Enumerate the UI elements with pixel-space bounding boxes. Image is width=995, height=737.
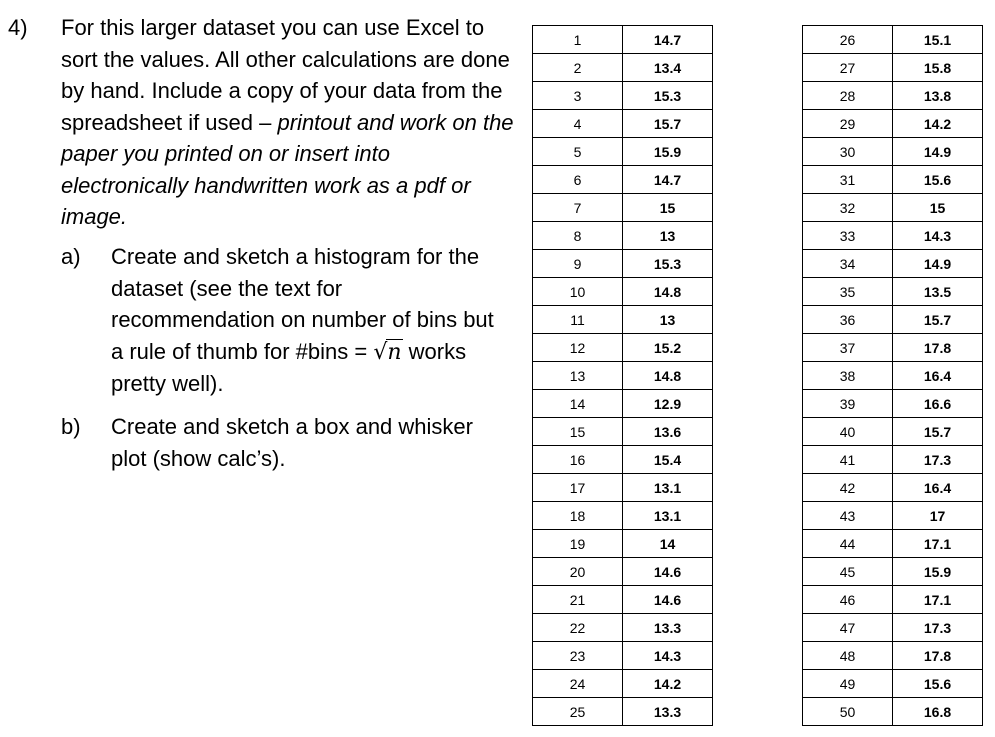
table-row xyxy=(803,82,983,110)
observation-index: 33 xyxy=(803,222,893,250)
observation-value: 14.3 xyxy=(893,222,983,250)
observation-value: 14.9 xyxy=(893,250,983,278)
observation-value: 16.8 xyxy=(893,698,983,726)
observation-value: 15.7 xyxy=(893,306,983,334)
observation-value: 14.8 xyxy=(623,278,713,306)
observation-value: 15.3 xyxy=(623,250,713,278)
observation-value: 17.3 xyxy=(893,614,983,642)
observation-index: 7 xyxy=(533,194,623,222)
observation-index: 28 xyxy=(803,82,893,110)
observation-value: 16.6 xyxy=(893,390,983,418)
part-a-text-before: Create and sketch a histogram for the dataset (see the text for recommendation on number of bins but a rule of thumb for #bins = xyxy=(111,244,494,364)
observation-value: 17.1 xyxy=(893,530,983,558)
observation-value: 15.6 xyxy=(893,166,983,194)
table-row xyxy=(803,54,983,82)
observation-index: 48 xyxy=(803,642,893,670)
observation-value: 14 xyxy=(623,530,713,558)
observation-index: 4 xyxy=(533,110,623,138)
table-row xyxy=(533,334,713,362)
observation-value: 14.8 xyxy=(623,362,713,390)
table-row xyxy=(533,26,713,54)
table-row xyxy=(803,26,983,54)
observation-index: 14 xyxy=(533,390,623,418)
table-row xyxy=(803,446,983,474)
table-row xyxy=(803,194,983,222)
observation-index: 36 xyxy=(803,306,893,334)
table-row xyxy=(533,222,713,250)
observation-index: 47 xyxy=(803,614,893,642)
table-row xyxy=(803,222,983,250)
observation-index: 12 xyxy=(533,334,623,362)
observation-index: 27 xyxy=(803,54,893,82)
observation-index: 40 xyxy=(803,418,893,446)
observation-index: 25 xyxy=(533,698,623,726)
observation-value: 16.4 xyxy=(893,362,983,390)
part-b-text: Create and sketch a box and whisker plot (show calc’s). xyxy=(111,414,473,471)
observation-index: 17 xyxy=(533,474,623,502)
table-row xyxy=(533,670,713,698)
observation-value: 14.2 xyxy=(893,110,983,138)
observation-index: 31 xyxy=(803,166,893,194)
observation-value: 14.6 xyxy=(623,586,713,614)
observation-value: 15.9 xyxy=(623,138,713,166)
table-row xyxy=(533,82,713,110)
table-row xyxy=(803,278,983,306)
part-a-text xyxy=(111,241,511,400)
observation-index: 21 xyxy=(533,586,623,614)
observation-index: 10 xyxy=(533,278,623,306)
observation-value: 13 xyxy=(623,306,713,334)
observation-index: 6 xyxy=(533,166,623,194)
observation-index: 1 xyxy=(533,26,623,54)
observation-value: 13.4 xyxy=(623,54,713,82)
table-row xyxy=(533,474,713,502)
observation-value: 13.1 xyxy=(623,474,713,502)
observation-value: 17.1 xyxy=(893,586,983,614)
observation-value: 15.2 xyxy=(623,334,713,362)
problem-intro xyxy=(61,12,521,233)
table-row xyxy=(803,418,983,446)
observation-value: 15.7 xyxy=(893,418,983,446)
observation-value: 15.9 xyxy=(893,558,983,586)
table-row xyxy=(803,362,983,390)
table-row xyxy=(533,418,713,446)
table-row xyxy=(533,250,713,278)
table-row xyxy=(803,642,983,670)
sqrt-argument: n xyxy=(387,339,402,365)
table-row xyxy=(803,502,983,530)
table-row xyxy=(803,474,983,502)
table-row xyxy=(803,614,983,642)
observation-value: 17.8 xyxy=(893,642,983,670)
table-row xyxy=(533,614,713,642)
observation-index: 22 xyxy=(533,614,623,642)
observation-index: 38 xyxy=(803,362,893,390)
table-row xyxy=(803,586,983,614)
observation-index: 43 xyxy=(803,502,893,530)
table-row xyxy=(533,586,713,614)
intro-plain-text: For this larger dataset you can use Excel to sort the values. All other calculations are done by hand. Include a copy of your data from the spreadsheet if used – xyxy=(61,15,510,135)
table-row xyxy=(803,166,983,194)
table-row xyxy=(803,530,983,558)
table-row xyxy=(803,110,983,138)
observation-value: 13.6 xyxy=(623,418,713,446)
table-row xyxy=(533,446,713,474)
observation-index: 41 xyxy=(803,446,893,474)
data-table-left xyxy=(532,25,713,726)
sqrt-symbol: √ xyxy=(373,339,388,365)
observation-value: 13 xyxy=(623,222,713,250)
observation-value: 15.3 xyxy=(623,82,713,110)
intro-italic-text: printout and work on the paper you printed on or insert into electronically handwritten work as a pdf or image. xyxy=(61,109,514,229)
data-table-right xyxy=(802,25,983,726)
observation-value: 15 xyxy=(893,194,983,222)
part-a-label: a) xyxy=(61,244,81,269)
table-row xyxy=(803,698,983,726)
table-row xyxy=(533,54,713,82)
table-row xyxy=(803,334,983,362)
observation-index: 23 xyxy=(533,642,623,670)
observation-value: 13.8 xyxy=(893,82,983,110)
table-row xyxy=(533,166,713,194)
observation-index: 8 xyxy=(533,222,623,250)
table-row xyxy=(803,306,983,334)
observation-value: 14.7 xyxy=(623,166,713,194)
observation-index: 3 xyxy=(533,82,623,110)
table-row xyxy=(533,194,713,222)
observation-index: 30 xyxy=(803,138,893,166)
observation-value: 14.3 xyxy=(623,642,713,670)
table-row xyxy=(533,110,713,138)
part-a-text-after: works pretty well). xyxy=(111,338,467,396)
observation-value: 15.4 xyxy=(623,446,713,474)
observation-value: 13.1 xyxy=(623,502,713,530)
observation-index: 49 xyxy=(803,670,893,698)
observation-index: 5 xyxy=(533,138,623,166)
observation-index: 18 xyxy=(533,502,623,530)
observation-index: 2 xyxy=(533,54,623,82)
table-row xyxy=(803,558,983,586)
table-row xyxy=(803,138,983,166)
problem-number: 4) xyxy=(8,15,28,40)
observation-value: 15.1 xyxy=(893,26,983,54)
observation-value: 15.8 xyxy=(893,54,983,82)
sqrt-n-formula xyxy=(373,337,402,369)
observation-index: 34 xyxy=(803,250,893,278)
table-row xyxy=(533,390,713,418)
observation-index: 45 xyxy=(803,558,893,586)
table-row xyxy=(533,558,713,586)
table-row xyxy=(533,530,713,558)
table-row xyxy=(533,278,713,306)
observation-index: 16 xyxy=(533,446,623,474)
observation-value: 12.9 xyxy=(623,390,713,418)
observation-value: 14.6 xyxy=(623,558,713,586)
part-b-label: b) xyxy=(61,414,81,439)
table-row xyxy=(803,250,983,278)
observation-value: 13.3 xyxy=(623,698,713,726)
observation-index: 26 xyxy=(803,26,893,54)
observation-value: 17 xyxy=(893,502,983,530)
observation-index: 29 xyxy=(803,110,893,138)
observation-index: 37 xyxy=(803,334,893,362)
observation-index: 50 xyxy=(803,698,893,726)
table-row xyxy=(533,642,713,670)
table-row xyxy=(533,138,713,166)
observation-index: 15 xyxy=(533,418,623,446)
observation-value: 13.5 xyxy=(893,278,983,306)
table-row xyxy=(803,670,983,698)
observation-value: 15.6 xyxy=(893,670,983,698)
table-row xyxy=(803,390,983,418)
observation-index: 35 xyxy=(803,278,893,306)
observation-value: 16.4 xyxy=(893,474,983,502)
table-row xyxy=(533,306,713,334)
observation-value: 17.8 xyxy=(893,334,983,362)
observation-index: 13 xyxy=(533,362,623,390)
observation-value: 13.3 xyxy=(623,614,713,642)
observation-index: 44 xyxy=(803,530,893,558)
observation-index: 24 xyxy=(533,670,623,698)
table-row xyxy=(533,502,713,530)
observation-index: 39 xyxy=(803,390,893,418)
observation-value: 14.9 xyxy=(893,138,983,166)
observation-index: 20 xyxy=(533,558,623,586)
observation-index: 11 xyxy=(533,306,623,334)
observation-value: 15 xyxy=(623,194,713,222)
observation-index: 42 xyxy=(803,474,893,502)
observation-index: 19 xyxy=(533,530,623,558)
observation-value: 15.7 xyxy=(623,110,713,138)
observation-value: 17.3 xyxy=(893,446,983,474)
table-row xyxy=(533,362,713,390)
observation-value: 14.2 xyxy=(623,670,713,698)
observation-index: 46 xyxy=(803,586,893,614)
observation-index: 32 xyxy=(803,194,893,222)
observation-value: 14.7 xyxy=(623,26,713,54)
table-row xyxy=(533,698,713,726)
observation-index: 9 xyxy=(533,250,623,278)
